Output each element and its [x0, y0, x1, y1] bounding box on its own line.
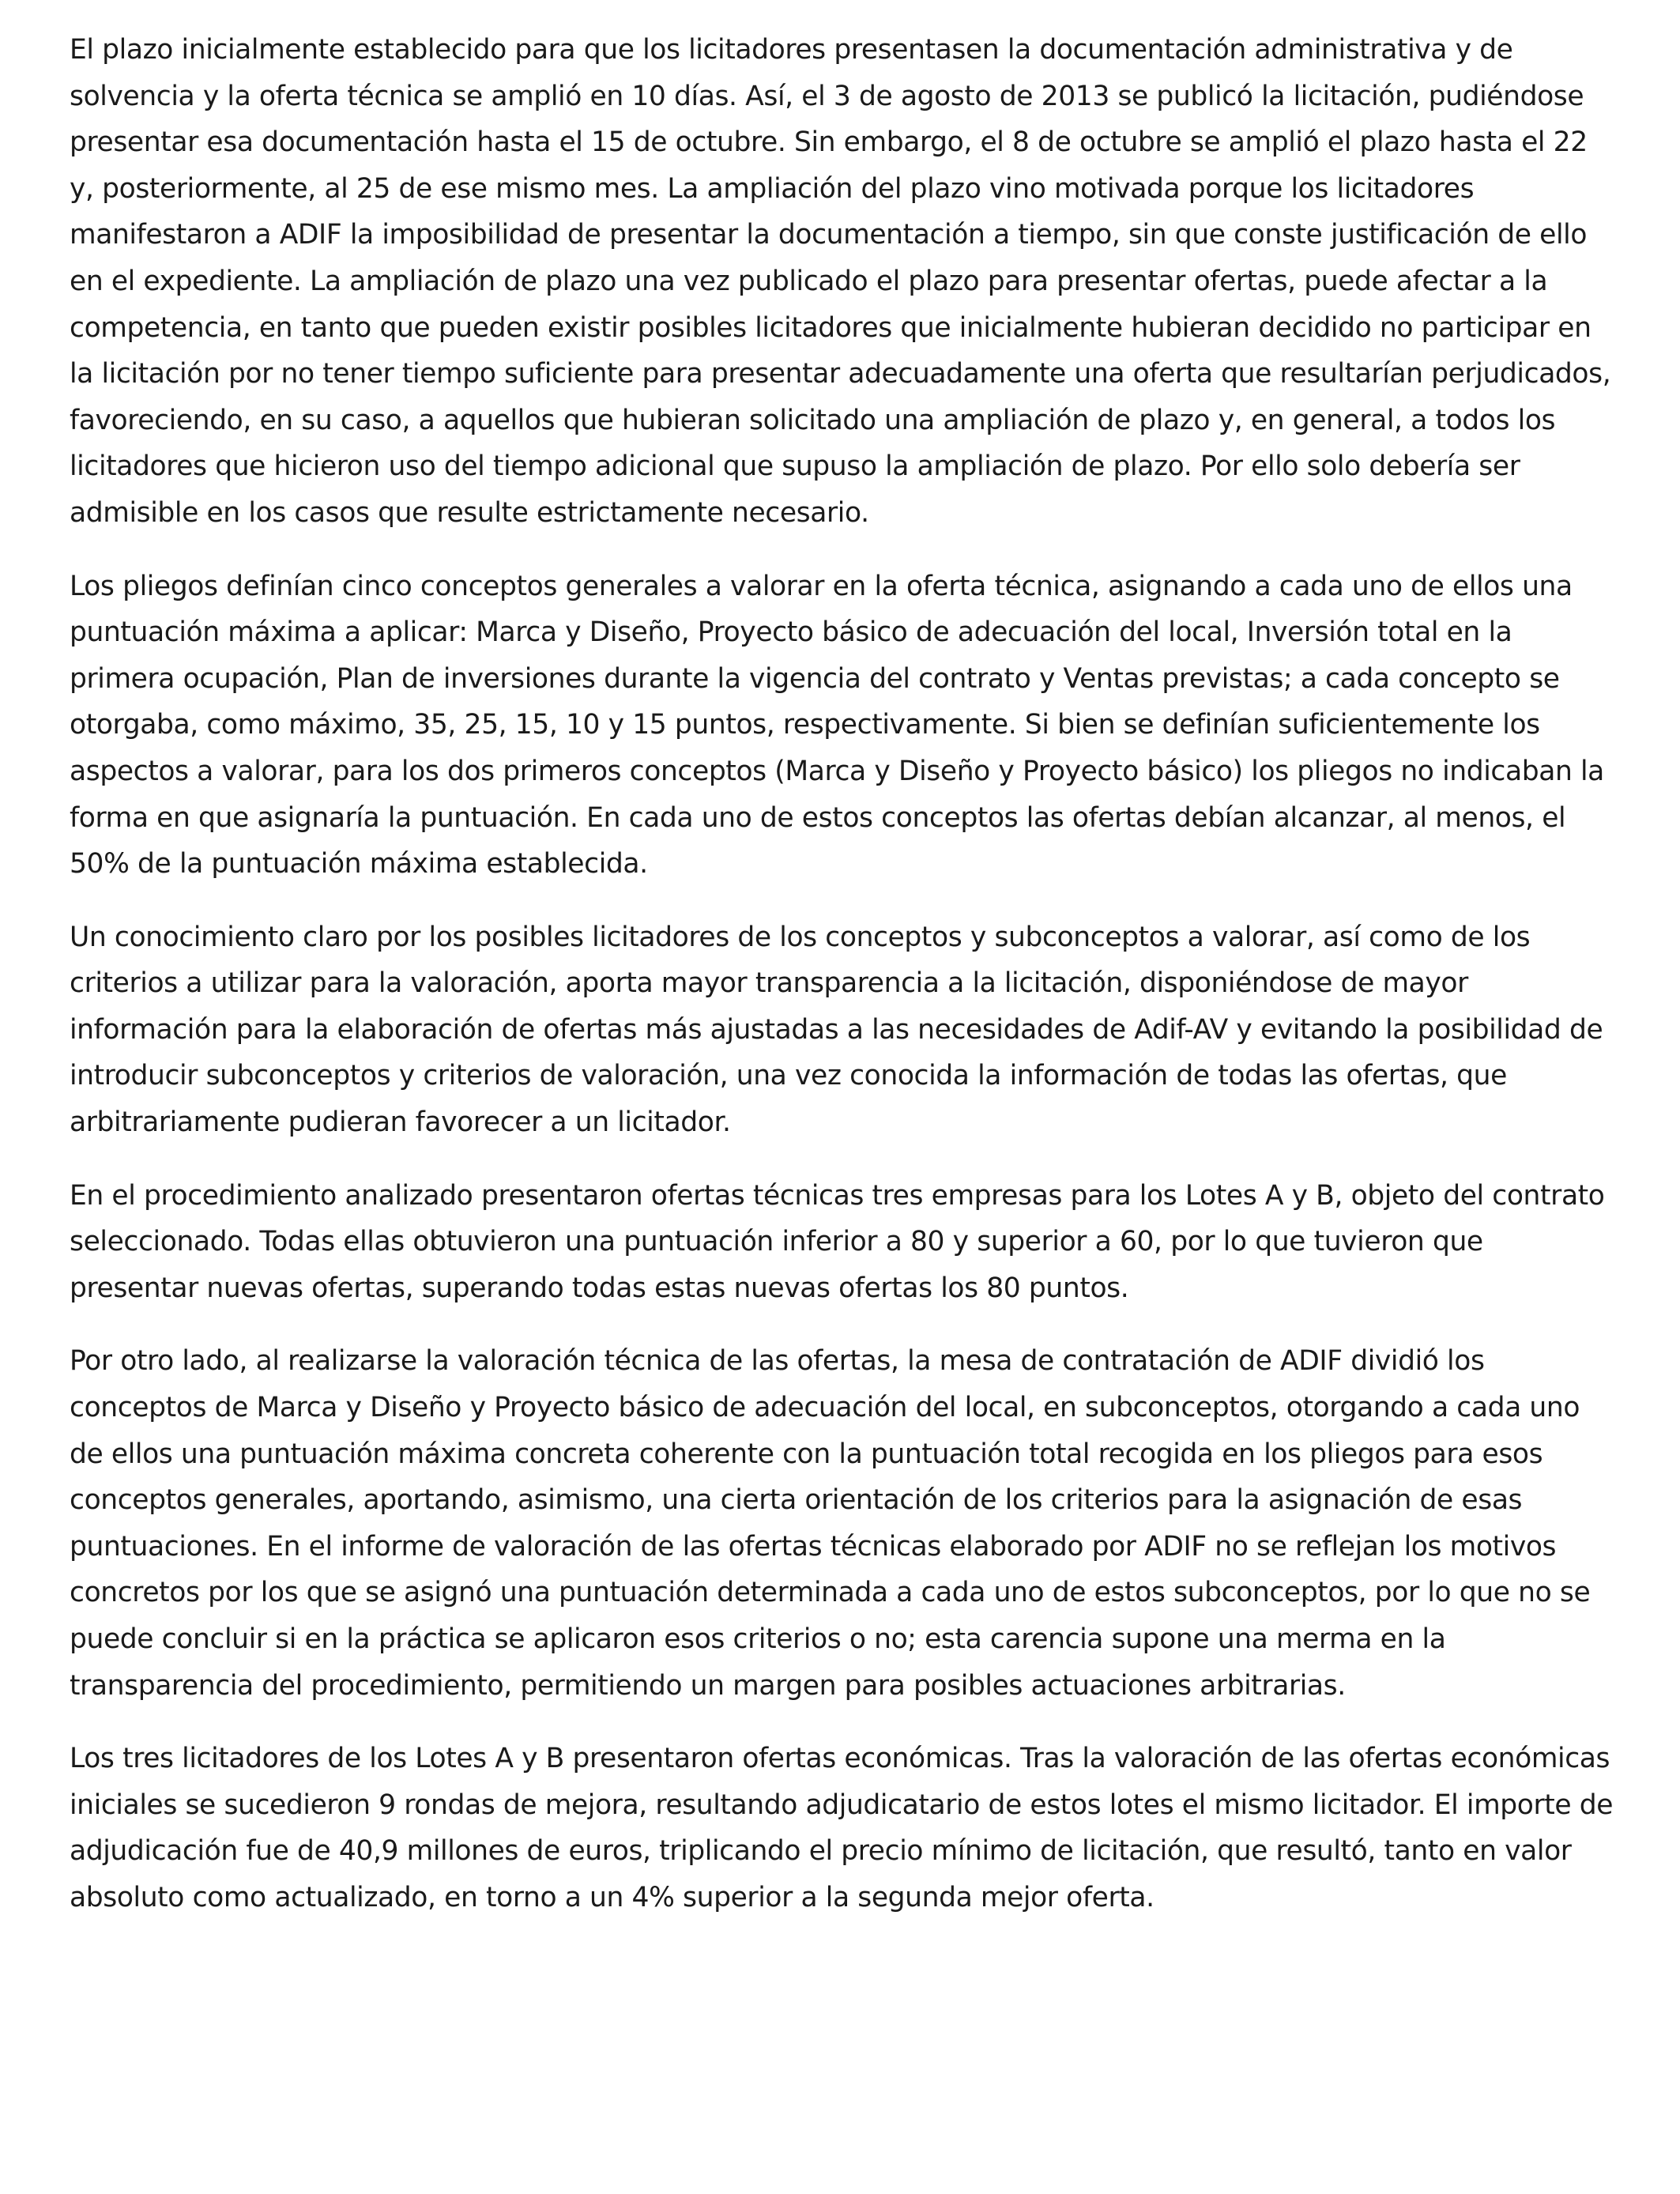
paragraph-conceptos-generales: Los pliegos definían cinco conceptos generales a valorar en la oferta técnica, asignando a cada uno de ellos una puntuación máxima a aplicar: Marca y Diseño, Proyecto básico de adecuación del local, Inversión total en la primera ocupación, Plan de inversiones durante la vigencia del contrato y Ventas previstas; a cada concepto se otorgaba, como máximo, 35, 25, 15, 10 y 15 puntos, respectivamente. Si bien se definían suficientemente los aspectos a valorar, para los dos primeros conceptos (Marca y Diseño y Proyecto básico) los pliegos no indicaban la forma en que asignaría la puntuación. En cada uno de estos conceptos las ofertas debían alcanzar, al menos, el 50% de la puntuación máxima establecida. [70, 570, 1604, 880]
paragraph-plazo-ampliacion: El plazo inicialmente establecido para que los licitadores presentasen la documentación administrativa y de solvencia y la oferta técnica se amplió en 10 días. Así, el 3 de agosto de 2013 se publicó la licitación, pudiéndose presentar esa documentación hasta el 15 de octubre. Sin embargo, el 8 de octubre se amplió el plazo hasta el 22 y, posteriormente, al 25 de ese mismo mes. La ampliación del plazo vino motivada porque los licitadores manifestaron a ADIF la imposibilidad de presentar la documentación a tiempo, sin que conste justificación de ello en el expediente. La ampliación de plazo una vez publicado el plazo para presentar ofertas, puede afectar a la competencia, en tanto que pueden existir posibles licitadores que inicialmente hubieran decidido no participar en la licitación por no tener tiempo suficiente para presentar adecuadamente una oferta que resultarían perjudicados, favoreciendo, en su caso, a aquellos que hubieran solicitado una ampliación de plazo y, en general, a todos los licitadores que hicieron uso del tiempo adicional que supuso la ampliación de plazo. Por ello solo debería ser admisible en los casos que resulte estrictamente necesario. [70, 34, 1611, 529]
paragraph-ofertas-economicas: Los tres licitadores de los Lotes A y B presentaron ofertas económicas. Tras la valoración de las ofertas económicas iniciales se sucedieron 9 rondas de mejora, resultando adjudicatario de estos lotes el mismo licitador. El importe de adjudicación fue de 40,9 millones de euros, triplicando el precio mínimo de licitación, que resultó, tanto en valor absoluto como actualizado, en torno a un 4% superior a la segunda mejor oferta. [70, 1743, 1614, 1913]
paragraph-transparencia-criterios: Un conocimiento claro por los posibles licitadores de los conceptos y subconceptos a valorar, así como de los criterios a utilizar para la valoración, aporta mayor transparencia a la licitación, disponiéndose de mayor información para la elaboración de ofertas más ajustadas a las necesidades de Adif-AV y evitando la posibilidad de introducir subconceptos y criterios de valoración, una vez conocida la información de todas las ofertas, que arbitrariamente pudieran favorecer a un licitador. [70, 921, 1603, 1139]
document-page [70, 27, 1618, 1948]
paragraph-valoracion-subconceptos: Por otro lado, al realizarse la valoración técnica de las ofertas, la mesa de contratación de ADIF dividió los conceptos de Marca y Diseño y Proyecto básico de adecuación del local, en subconceptos, otorgando a cada uno de ellos una puntuación máxima concreta coherente con la puntuación total recogida en los pliegos para esos conceptos generales, aportando, asimismo, una cierta orientación de los criterios para la asignación de esas puntuaciones. En el informe de valoración de las ofertas técnicas elaborado por ADIF no se reflejan los motivos concretos por los que se asignó una puntuación determinada a cada uno de estos subconceptos, por lo que no se puede concluir si en la práctica se aplicaron esos criterios o no; esta carencia supone una merma en la transparencia del procedimiento, permitiendo un margen para posibles actuaciones arbitrarias. [70, 1345, 1591, 1702]
paragraph-ofertas-tecnicas: En el procedimiento analizado presentaron ofertas técnicas tres empresas para los Lotes A y B, objeto del contrato seleccionado. Todas ellas obtuvieron una puntuación inferior a 80 y superior a 60, por lo que tuvieron que presentar nuevas ofertas, superando todas estas nuevas ofertas los 80 puntos. [70, 1179, 1605, 1304]
